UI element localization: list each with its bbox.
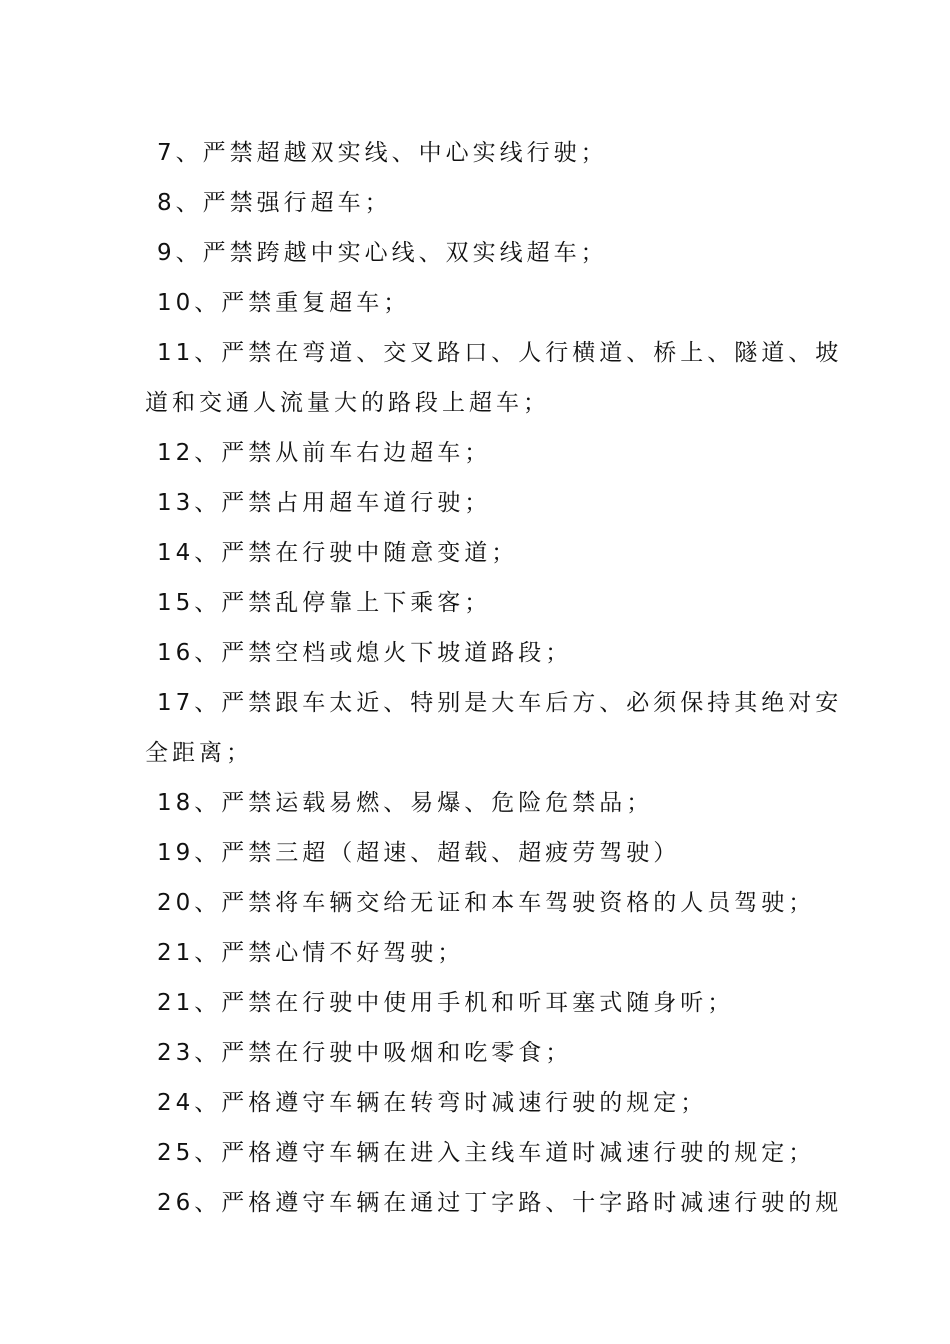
list-item: 8、严禁强行超车； [157, 190, 392, 216]
list-item: 7、严禁超越双实线、中心实线行驶； [157, 140, 608, 166]
list-item: 25、严格遵守车辆在进入主线车道时减速行驶的规定； [157, 1140, 816, 1166]
list-item: 11、严禁在弯道、交叉路口、人行横道、桥上、隧道、坡 [157, 340, 843, 366]
list-item: 20、严禁将车辆交给无证和本车驾驶资格的人员驾驶； [157, 890, 816, 916]
list-item: 19、严禁三超（超速、超载、超疲劳驾驶） [157, 840, 681, 866]
list-item: 17、严禁跟车太近、特别是大车后方、必须保持其绝对安 [157, 690, 843, 716]
list-item: 21、严禁在行驶中使用手机和听耳塞式随身听； [157, 990, 735, 1016]
list-item: 26、严格遵守车辆在通过丁字路、十字路时减速行驶的规 [157, 1190, 843, 1216]
list-item: 15、严禁乱停靠上下乘客； [157, 590, 492, 616]
list-item: 18、严禁运载易燃、易爆、危险危禁品； [157, 790, 654, 816]
list-item-continuation: 全距离； [145, 740, 253, 766]
document-body [145, 128, 843, 1228]
list-item: 13、严禁占用超车道行驶； [157, 490, 492, 516]
list-item: 14、严禁在行驶中随意变道； [157, 540, 519, 566]
list-item: 21、严禁心情不好驾驶； [157, 940, 465, 966]
list-item: 9、严禁跨越中实心线、双实线超车； [157, 240, 608, 266]
list-item: 16、严禁空档或熄火下坡道路段； [157, 640, 573, 666]
list-item: 12、严禁从前车右边超车； [157, 440, 492, 466]
list-item: 23、严禁在行驶中吸烟和吃零食； [157, 1040, 573, 1066]
list-item: 24、严格遵守车辆在转弯时减速行驶的规定； [157, 1090, 708, 1116]
list-item-continuation: 道和交通人流量大的路段上超车； [145, 390, 550, 416]
list-item: 10、严禁重复超车； [157, 290, 411, 316]
